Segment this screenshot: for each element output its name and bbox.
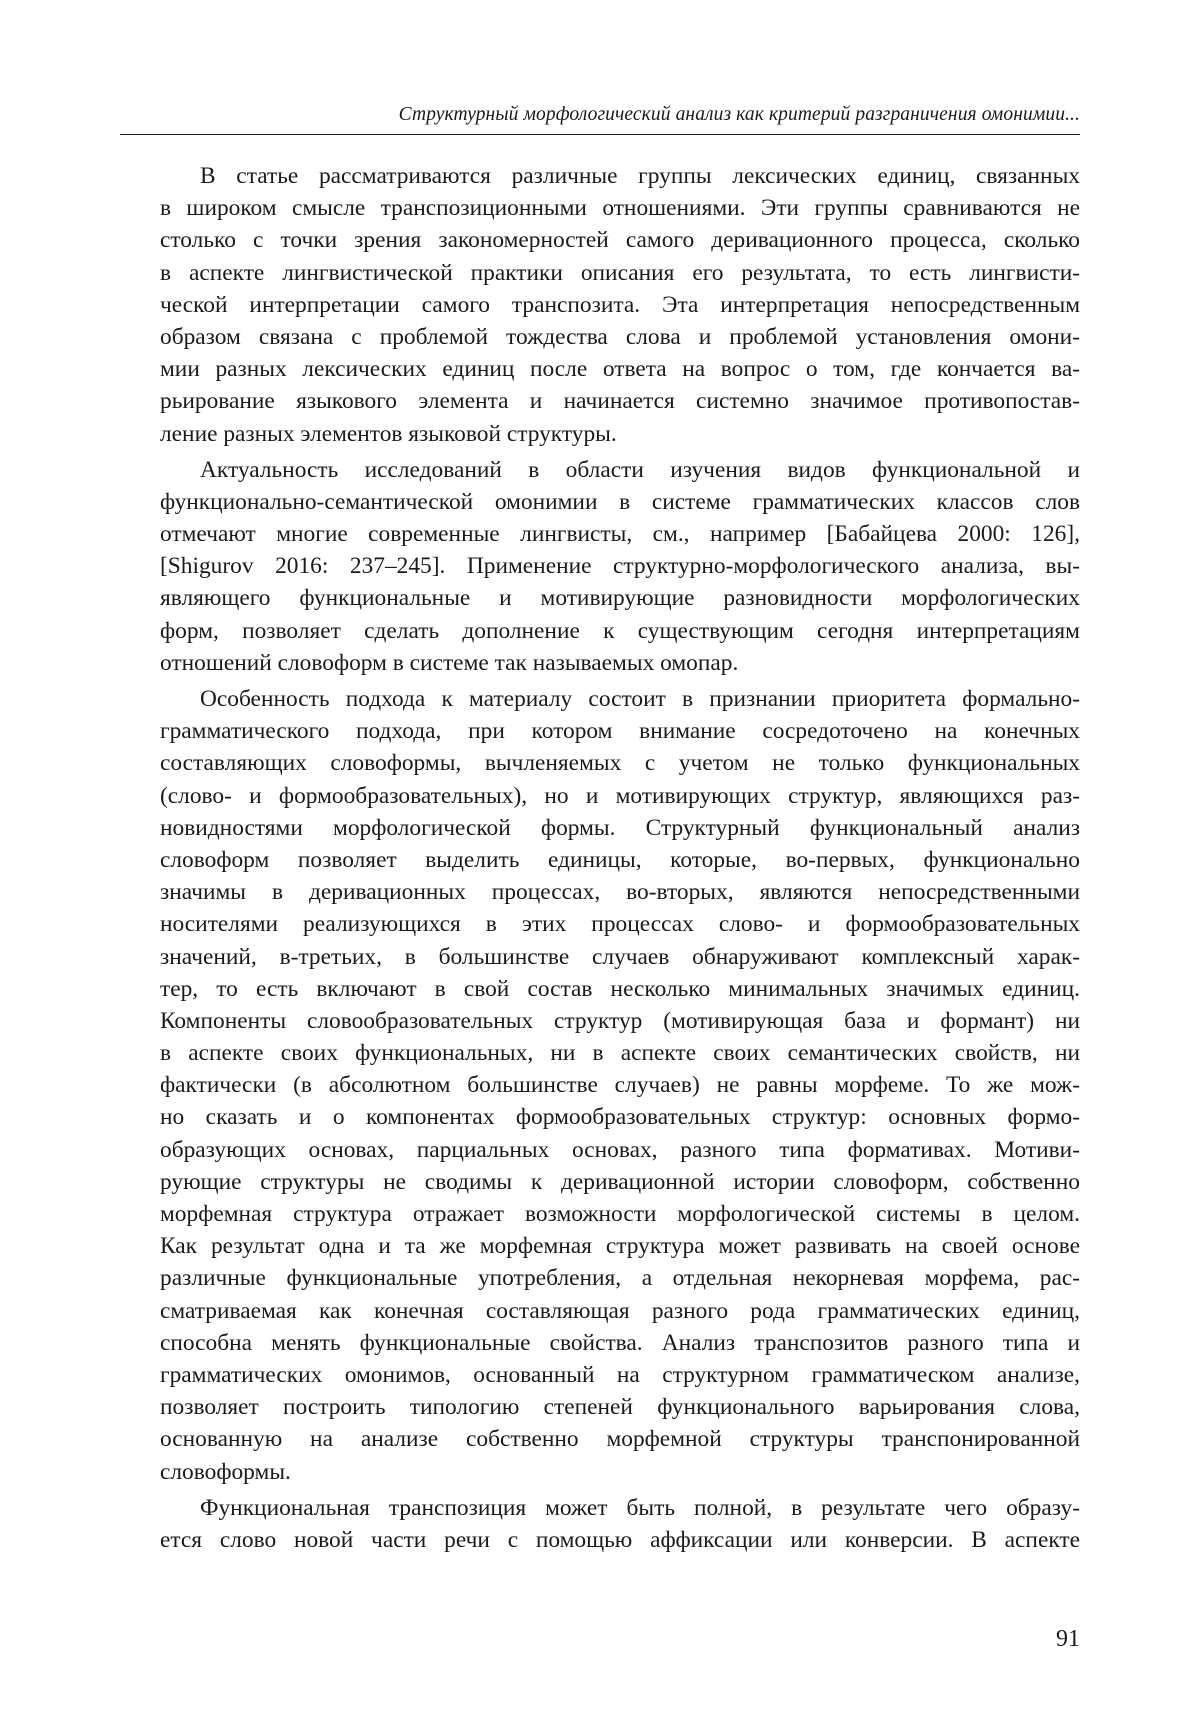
- header-rule: [120, 134, 1080, 135]
- text-line: функционально-семантической омонимии в системе грамматических классов слов: [160, 488, 1080, 515]
- text-line: грамматических омонимов, основанный на структурном грамматическом анализе,: [160, 1361, 1080, 1388]
- text-line: носителями реализующихся в этих процессах слово- и формообразовательных: [160, 911, 1080, 938]
- running-header: Структурный морфологический анализ как критерий разграничения омонимии...: [398, 104, 1080, 125]
- text-line: образом связана с проблемой тождества слова и проблемой установления омони-: [160, 323, 1080, 350]
- text-line: являющего функциональные и мотивирующие разновидности морфологических: [160, 585, 1080, 612]
- text-line: ется слово новой части речи с помощью аффиксации или конверсии. В аспекте: [160, 1526, 1080, 1553]
- text-line: отношений словоформ в системе так называемых омопар.: [160, 649, 739, 676]
- text-line: фактически (в абсолютном большинстве случаев) не равны морфеме. То же мож-: [160, 1072, 1080, 1099]
- text-line: форм, позволяет сделать дополнение к существующим сегодня интерпретациям: [160, 617, 1080, 644]
- text-line: образующих основах, парциальных основах, разного типа формативах. Мотиви-: [160, 1136, 1080, 1163]
- text-line: способна менять функциональные свойства. Анализ транспозитов разного типа и: [160, 1329, 1080, 1356]
- text-line: мии разных лексических единиц после ответа на вопрос о том, где кончается ва-: [160, 356, 1080, 383]
- page-number: 91: [1056, 1626, 1080, 1652]
- text-line: различные функциональные употребления, а отдельная некорневая морфема, рас-: [160, 1265, 1080, 1292]
- text-line: морфемная структура отражает возможности морфологической системы в целом.: [160, 1201, 1080, 1227]
- text-line: Как результат одна и та же морфемная структура может развивать на своей основе: [160, 1233, 1080, 1260]
- text-line: значимы в деривационных процессах, во-вторых, являются непосредственными: [160, 879, 1080, 906]
- text-line: Особенность подхода к материалу состоит в признании приоритета формально-: [200, 686, 1080, 712]
- text-line: грамматического подхода, при котором внимание сосредоточено на конечных: [160, 718, 1080, 745]
- text-line: отмечают многие современные лингвисты, см., например [Бабайцева 2000: 126],: [160, 521, 1080, 548]
- text-line: столько с точки зрения закономерностей самого деривационного процесса, сколько: [160, 227, 1080, 254]
- text-line: тер, то есть включают в свой состав несколько минимальных значимых единиц.: [160, 975, 1080, 1002]
- text-line: ление разных элементов языковой структуры.: [160, 420, 617, 447]
- text-line: Компоненты словообразовательных структур (мотивирующая база и формант) ни: [160, 1007, 1080, 1034]
- text-line: словоформ позволяет выделить единицы, которые, во-первых, функционально: [160, 846, 1080, 873]
- text-line: позволяет построить типологию степеней функционального варьирования слова,: [160, 1394, 1080, 1421]
- text-line: в широком смысле транспозиционными отношениями. Эти группы сравниваются не: [160, 195, 1080, 222]
- text-line: основанную на анализе собственно морфемной структуры транспонированной: [160, 1426, 1080, 1453]
- text-line: В статье рассматриваются различные группы лексических единиц, связанных: [200, 163, 1080, 189]
- paragraph: [120, 160, 1080, 450]
- paragraph: [120, 683, 1080, 1488]
- text-line: рьирование языкового элемента и начинается системно значимое противопостав-: [160, 388, 1080, 415]
- text-line: Актуальность исследований в области изучения видов функциональной и: [200, 456, 1080, 483]
- text-line: (слово- и формообразовательных), но и мотивирующих структур, являющихся раз-: [160, 782, 1080, 809]
- text-line: рующие структуры не сводимы к деривационной истории словоформ, собственно: [160, 1168, 1080, 1195]
- text-line: сматриваемая как конечная составляющая разного рода грамматических единиц,: [160, 1297, 1080, 1324]
- text-line: ческой интерпретации самого транспозита. Эта интерпретация непосредственным: [160, 291, 1080, 318]
- text-line: значений, в-третьих, в большинстве случаев обнаруживают комплексный харак-: [160, 943, 1080, 970]
- text-line: словоформы.: [160, 1458, 291, 1485]
- text-line: новидностями морфологической формы. Структурный функциональный анализ: [160, 814, 1080, 841]
- text-line: Функциональная транспозиция может быть полной, в результате чего образу-: [200, 1494, 1080, 1521]
- article-body: [120, 160, 1080, 1560]
- text-line: [Shigurov 2016: 237–245]. Применение структурно-морфологического анализа, вы-: [160, 553, 1080, 580]
- text-line: но сказать и о компонентах формообразовательных структур: основных формо-: [160, 1104, 1080, 1131]
- text-line: в аспекте своих функциональных, ни в аспекте своих семантических свойств, ни: [160, 1040, 1080, 1067]
- text-line: составляющих словоформы, вычленяемых с учетом не только функциональных: [160, 750, 1080, 777]
- text-line: в аспекте лингвистической практики описания его результата, то есть лингвисти-: [160, 259, 1080, 286]
- paragraph: [120, 454, 1080, 679]
- paragraph: [120, 1492, 1080, 1556]
